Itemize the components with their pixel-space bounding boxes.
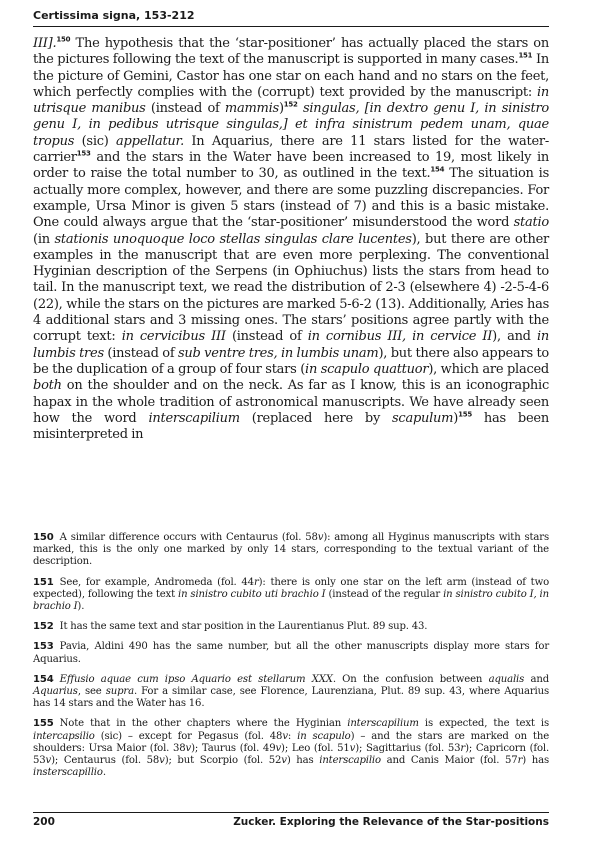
text-run [288, 117, 296, 132]
text-run: ) [453, 410, 459, 426]
text-run: on the shoulder and on the neck. As far as I know, this is an iconographic hapax in the whole tradition of astronomical manuscripts. We have already seen how the word [33, 378, 549, 426]
footnote-number: 152 [33, 621, 54, 633]
text-run: ); Capricorn (fol. 53 [33, 742, 550, 767]
italic-text: v [275, 742, 282, 754]
italic-text: Effusio aquae cum ipso Aquario est stellarum XXX [59, 673, 333, 685]
text-run: ); but Scorpio (fol. 52 [164, 755, 282, 767]
text-run: (sic) – except for Pegasus (fol. 48 [94, 730, 283, 742]
text-run: (instead of the regular [325, 588, 444, 600]
italic-text: v [317, 532, 324, 543]
italic-text: appellatur. [116, 133, 184, 149]
italic-text: intercapsilio [33, 730, 95, 742]
italic-text: in cervicibus III [121, 329, 226, 345]
text-run: Note that in the other chapters where the Hyginian [59, 718, 348, 730]
footnote-ref: 154 [430, 166, 445, 175]
text-run: ). [77, 601, 85, 613]
text-run: : [287, 730, 298, 742]
italic-text: supra [105, 686, 134, 698]
italic-text: in scapulo [297, 730, 351, 742]
footnote-number: 155 [33, 718, 54, 730]
italic-text: sub ventre tres, in lumbis unam [177, 345, 379, 361]
text-run: (sic) [74, 133, 117, 149]
text-run: See, for example, Andromeda (fol. 44 [59, 576, 254, 588]
italic-text: Aquarius [33, 686, 78, 698]
italic-text: in lumbis tres [33, 329, 549, 361]
footnote-number: 150 [33, 532, 54, 543]
italic-text: r [460, 742, 466, 754]
italic-text: in sinistro cubito I, in brachio I [33, 588, 549, 613]
italic-text: r [253, 576, 259, 588]
italic-text: scapulum [392, 410, 454, 426]
running-footer-title: Zucker. Exploring the Relevance of the Star-positions [233, 816, 549, 828]
page-number: 200 [33, 816, 55, 828]
running-header: Certissima signa, 153-212 [33, 8, 549, 27]
text-run: , see [77, 686, 106, 698]
text-run: In Aquarius, there are 11 stars listed for the water-carrier [33, 133, 550, 166]
text-run: (in [33, 231, 55, 247]
body-paragraph [33, 36, 549, 443]
italic-text: in scapulo quattuor [305, 361, 429, 377]
italic-text: mammis [224, 101, 279, 117]
text-run: ); Centaurus (fol. 58 [51, 755, 160, 767]
text-run: and Canis Maior (fol. 57 [380, 755, 518, 767]
text-run: (instead of [145, 101, 225, 117]
footnote-number: 153 [33, 641, 54, 653]
text-run: The situation is actually more complex, however, and there are some puzzling discrepancies. For example, Ursa Minor is given 5 stars (instead of 7) and this is a basic mistake. One could always argue that the ‘star-positioner’ misunderstood the word [33, 166, 549, 231]
italic-text: in sinistro cubito uti brachio I [178, 588, 326, 600]
italic-text: v [281, 755, 287, 767]
italic-text: v [159, 755, 165, 767]
italic-text: interscapilium [347, 718, 419, 730]
italic-text: v [282, 730, 288, 742]
footnote-ref: 155 [458, 410, 472, 419]
text-run: (instead of [225, 329, 308, 345]
text-run: The hypothesis that the ‘star-positioner’ has actually placed the stars on the pictures following the text of the manuscript is supported in many cases. [33, 36, 549, 68]
italic-text: both [33, 378, 62, 394]
text-run: A similar difference occurs with Centaurus (fol. 58 [59, 532, 318, 543]
italic-text: interscapilio [319, 755, 381, 767]
text-run: ) has [286, 755, 320, 767]
text-run: ); Sagittarius (fol. 53 [355, 742, 461, 754]
text-run: . On the confusion between [332, 673, 489, 685]
italic-text: v [349, 742, 356, 754]
italic-text: in utrisque manibus [33, 84, 549, 117]
text-run: and [524, 673, 550, 685]
footnote-number: 154 [33, 673, 54, 685]
italic-text: et infra sinistrum pedem unam, quae tropus [33, 117, 549, 149]
text-run: ) – and the stars are marked on the shoulders: Ursa Maior (fol. 38 [33, 730, 550, 754]
page [33, 0, 549, 842]
italic-text: aqualis [488, 673, 525, 685]
text-run: ): among all Hyginus manuscripts with stars marked, this is the only one marked by only 14 stars, corresponding to the textual variant of the description. [33, 532, 550, 568]
text-run: ); Leo (fol. 51 [281, 742, 350, 754]
italic-text: interscapilium [148, 410, 240, 426]
footnote-ref: 150 [56, 35, 71, 44]
page-footer [33, 812, 549, 828]
text-run: . For a similar case, see Florence, Laurenziana, Plut. 89 sup. 43, where Aquarius has 14 stars and the Water has 16. [33, 686, 550, 710]
text-run: ), but there also appears to be the duplication of a group of four stars ( [33, 345, 549, 377]
text-run: Pavia, Aldini 490 has the same number, but all the other manuscripts display more stars for Aquarius. [33, 641, 549, 665]
text-run: ) has [522, 755, 549, 767]
text-run: is expected, the text is [418, 718, 550, 730]
italic-text: statio [513, 215, 549, 231]
text-run: and the stars in the Water have been increased to 19, most likely in order to raise the total number to 30, as outlined in the text. [33, 150, 549, 182]
italic-text: singulas, [302, 101, 360, 117]
footnote [33, 674, 549, 711]
footnotes-section [33, 532, 549, 787]
footnote [33, 718, 549, 779]
text-run: ), and [492, 329, 537, 345]
text-run: ), but there are other examples in the manuscript that are even more perplexing. The conventional Hyginian description of the Serpens (in Ophiuchus) lists the stars from head to tail. In the manuscript text, we read the distribution of 2-3 (elsewhere 4) -2-5-4-6 (22), while the stars on the pictures are marked 5-6-2 (13). Additionally, Aries has 4 additional stars and 3 missing ones. The stars’ positions agree partly with the corrupt text: [33, 231, 549, 345]
footnote-ref: 151 [518, 51, 533, 60]
text-run: In the picture of Gemini, Castor has one star on each hand and no stars on the feet, which perfectly complies with the (corrupt) text provided by the manuscript: [33, 52, 549, 100]
text-run: It has the same text and star position in the Laurentianus Plut. 89 sup. 43. [59, 621, 428, 633]
italic-text: v [185, 742, 192, 754]
text-run: ), which are placed [428, 361, 549, 377]
footnote-ref: 153 [76, 149, 91, 158]
footnote-ref: 152 [283, 100, 298, 109]
footnote [33, 641, 549, 665]
footnote [33, 532, 549, 569]
italic-text: in cornibus III, in cervice II [307, 329, 493, 345]
text-run: (replaced here by [239, 410, 392, 426]
footnote [33, 577, 549, 614]
text-run: (instead of [103, 345, 178, 361]
text-run: ); Taurus (fol. 49 [191, 742, 276, 754]
text-run: . [102, 767, 106, 779]
italic-text: r [517, 755, 523, 767]
italic-text: v [45, 755, 52, 767]
text-run: has been misinterpreted in [33, 410, 549, 443]
footnote-number: 151 [33, 576, 54, 588]
text-run: ) [278, 101, 284, 117]
italic-text: [in dextro genu I, in sinistro genu I, in pedibus utrisque singulas,] [33, 101, 549, 133]
text-run: ): there is only one star on the left arm (instead of two expected), following the text [33, 576, 549, 600]
italic-text: stationis unoquoque loco stellas singulas clare lucentes [54, 231, 412, 247]
italic-text: III]. [33, 36, 57, 51]
footnote [33, 621, 549, 633]
italic-text: insterscapillio [33, 767, 103, 779]
